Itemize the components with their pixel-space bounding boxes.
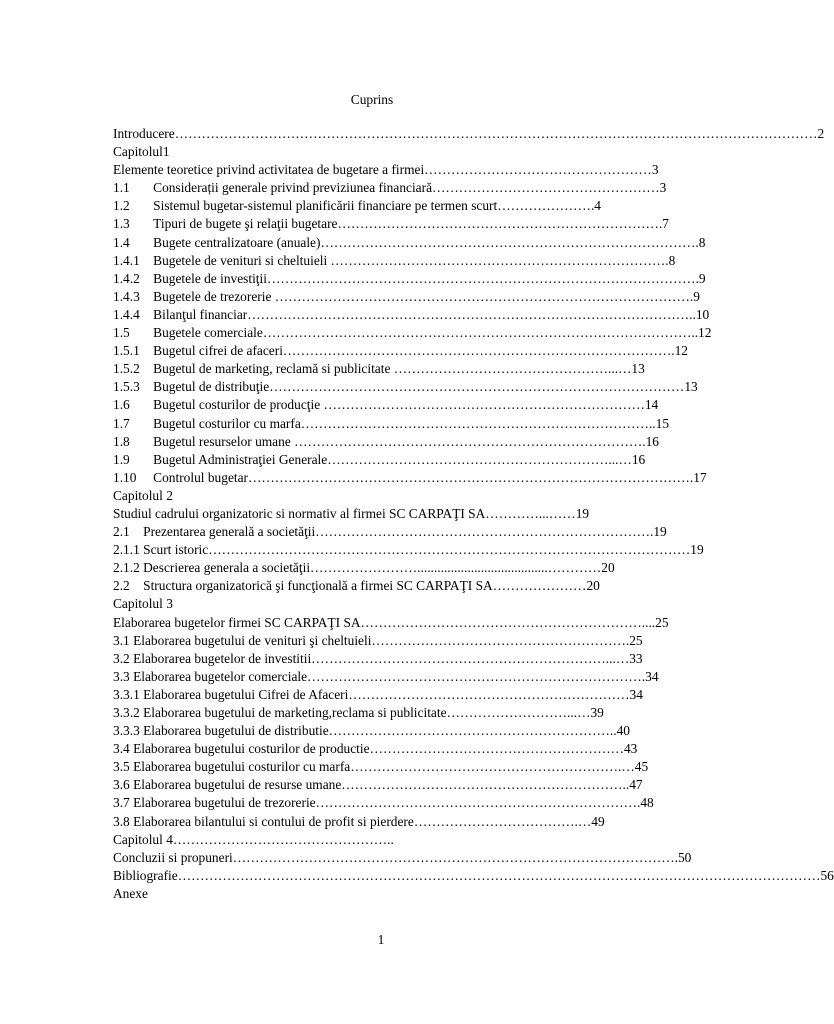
toc-entry: 3.3 Elaborarea bugetelor comerciale………………………………………………………………….34 [113,668,659,684]
toc-entry: 1.5.3 Bugetul de distribuţie…………………………………………………………………………………13 [113,379,698,395]
toc-entry: Elemente teoretice privind activitatea de bugetare a firmei……………………………………………3 [113,162,659,178]
toc-entry: Capitolul 3 [113,596,173,612]
toc-entry: 2.1.2 Descrierea generala a societăţii…………………….......................................…………20 [113,560,615,576]
toc-entry: Elaborarea bugetelor firmei SC CARPAŢI SA………………………………………………………....25 [113,614,669,630]
toc-entry: 1.8 Bugetul resurselor umane …………………………………………………………………….16 [113,433,660,449]
toc-entry: 2.1 Prezentarea generală a societăţii………………………………………………………………….19 [113,524,667,540]
toc-entry: 1.4.3 Bugetele de trezorerie ………………………………………………………………………………….9 [113,288,700,304]
table-of-contents [113,125,834,903]
toc-entry: 1.5 Bugetele comerciale……………………………………………………………………………………..12 [113,325,712,341]
toc-entry: 3.2 Elaborarea bugetelor de investitii…………………………………………………………...…33 [113,650,643,666]
toc-entry: 1.4.1 Bugetele de venituri si cheltuieli ………………………………………………………………….8 [113,252,676,268]
toc-entry: 2.2 Structura organizatorică şi funcţională a firmei SC CARPAŢI SA…………………20 [113,578,600,594]
page-title: Cuprins [350,92,394,107]
toc-entry: 3.1 Elaborarea bugetului de venituri şi cheltuieli………………………………………………….25 [113,632,643,648]
toc-entry: 2.1.1 Scurt istoric………………………………………………………………………………………………19 [113,542,704,558]
toc-entry: 1.2 Sistemul bugetar-sistemul planificării financiare pe termen scurt………………….4 [113,198,601,214]
toc-entry: Capitolul 2 [113,487,173,503]
toc-entry: 1.4 Bugete centralizatoare (anuale)………………………………………………………………………….8 [113,234,706,250]
toc-entry: 1.5.2 Bugetul de marketing, reclamă si publicitate …………………………………………...…13 [113,361,645,377]
page-number: 1 [377,932,385,947]
toc-entry: 1.5.1 Bugetul cifrei de afaceri…………………………………………………………………………….12 [113,343,688,359]
toc-entry: Capitolul1 [113,144,170,160]
toc-entry: Studiul cadrului organizatoric si normativ al firmei SC CARPAŢI SA…………...……19 [113,505,590,521]
toc-entry: Concluzii si propuneri……………………………………………………………………………………….50 [113,849,692,865]
toc-entry: 1.3 Tipuri de bugete şi relaţii bugetare……………………………………………………………….7 [113,216,669,232]
toc-entry: Bibliografie………………………………………………………………………………………………………………………………56 [113,867,834,883]
toc-entry: 1.6 Bugetul costurilor de producţie ………………………………………………………………14 [113,397,659,413]
toc-entry: 3.3.2 Elaborarea bugetului de marketing,reclama si publicitate………………………...…39 [113,705,604,720]
toc-entry: 3.3.1 Elaborarea bugetului Cifrei de Afaceri………………………………………………………34 [113,686,643,702]
toc-entry: 1.7 Bugetul costurilor cu marfa……………………………………………………………………..15 [113,415,670,431]
toc-entry: Capitolul 4………………………………………….. [113,831,394,847]
toc-entry: 1.1 Considerații generale privind previziunea financiară……………………………………………3 [113,180,667,196]
toc-entry: 3.8 Elaborarea bilantului si contului de profit si pierdere……………………………….…49 [113,813,605,829]
toc-entry: 3.4 Elaborarea bugetului costurilor de productie…………………………………………………43 [113,741,638,757]
toc-entry: 1.9 Bugetul Administraţiei Generale………………………………………………………...…16 [113,451,646,467]
toc-entry: Introducere………………………………………………………………………………………………………………………………2 [113,126,825,141]
toc-entry: 3.7 Elaborarea bugetului de trezorerie……………………………………………………………….48 [113,795,654,811]
toc-entry: 1.4.4 Bilanţul financiar………………………………………………………………………………………..10 [113,306,710,322]
toc-entry: Anexe [113,885,148,901]
toc-entry: 1.10 Controlul bugetar……………………………………………………………………………………….17 [113,469,707,485]
toc-entry: 1.4.2 Bugetele de investiţii…………………………………………………………………………………….9 [113,270,706,286]
toc-entry: 3.6 Elaborarea bugetului de resurse umane………………………………………………………..47 [113,777,643,793]
toc-entry: 3.3.3 Elaborarea bugetului de distributie………………………………………………………..40 [113,723,630,739]
toc-entry: 3.5 Elaborarea bugetului costurilor cu marfa…………………………………………………….…45 [113,759,649,775]
